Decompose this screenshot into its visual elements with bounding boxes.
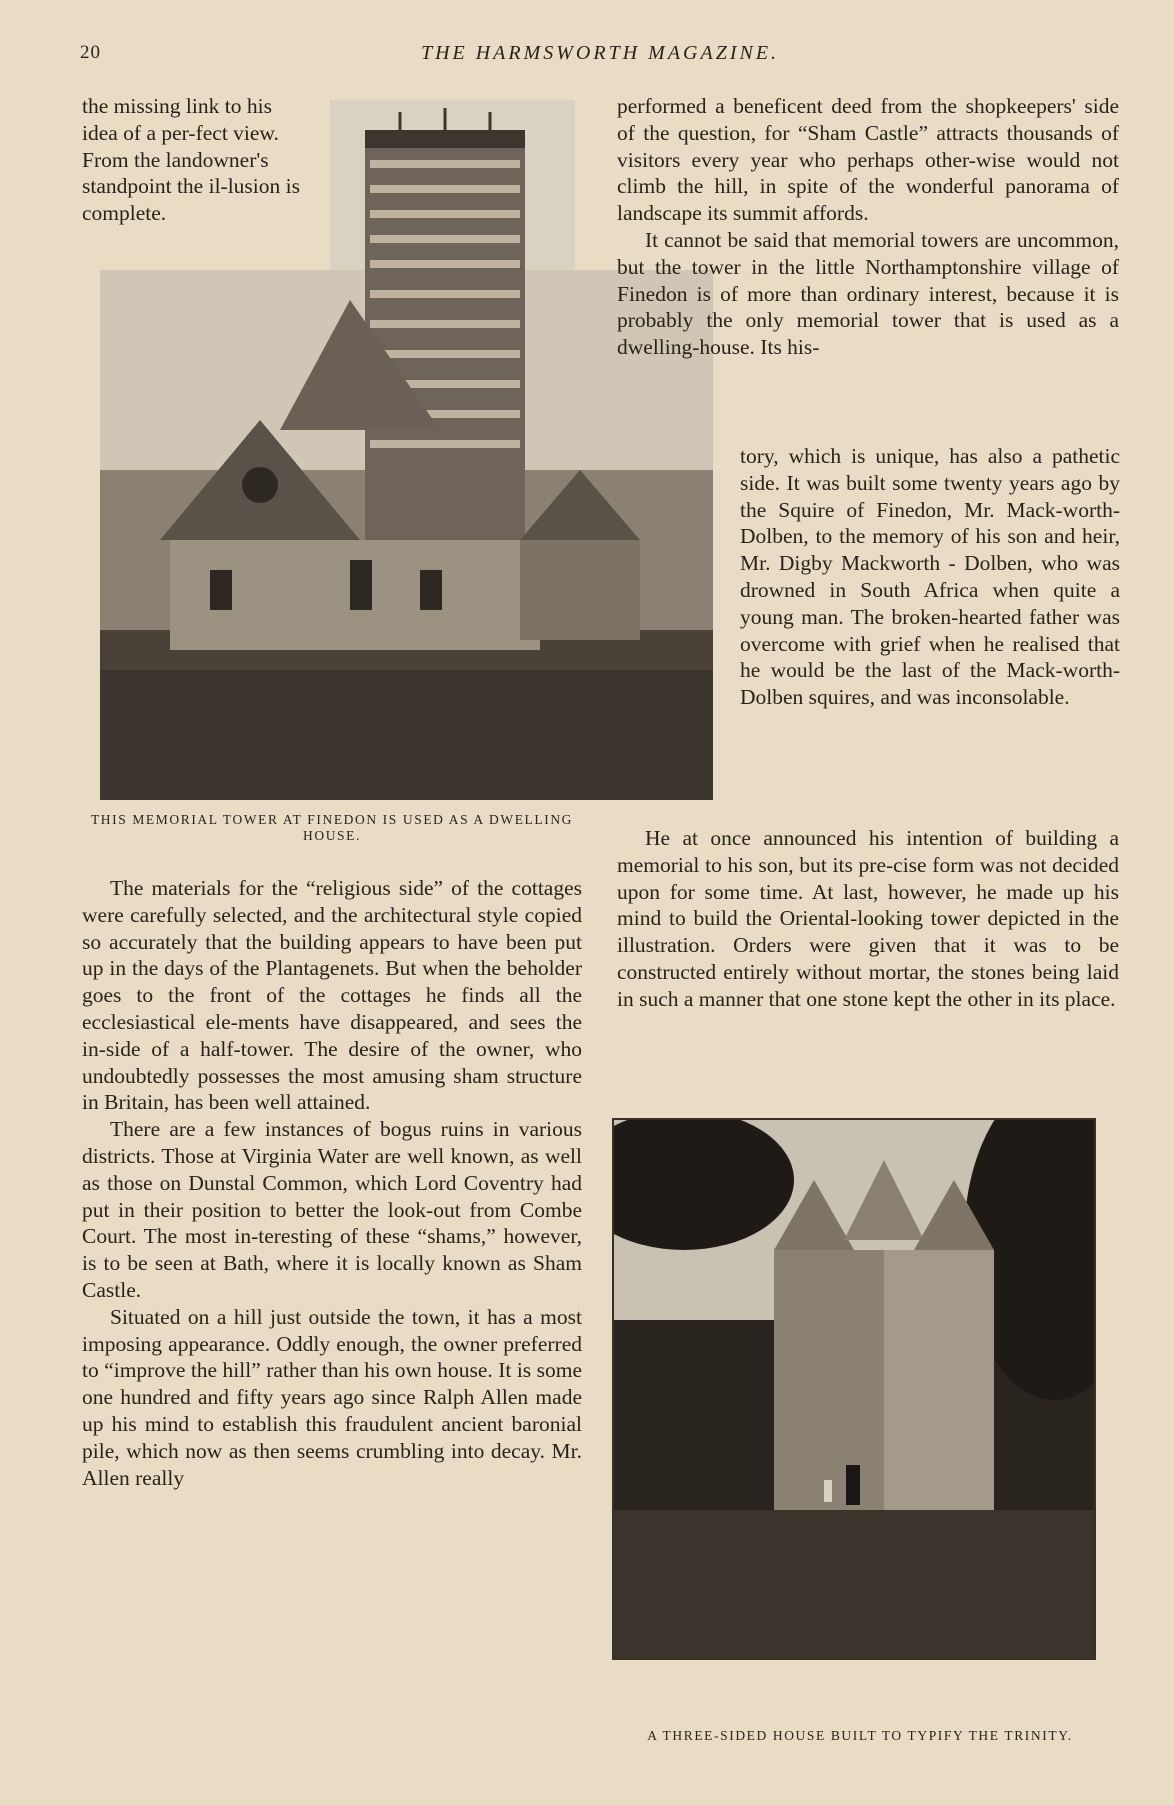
intro-paragraph: the missing link to his idea of a per-fect view. From the landowner's standpoint the il-lusion is complete.: [82, 94, 300, 226]
tower-photo-top: [330, 100, 575, 270]
page-number: 20: [80, 42, 101, 63]
right-paragraph-3: He at once announced his intention of building a memorial to his son, but its pre-cise form was not decided upon for some time. At last, however, he made up his mind to build the Oriental-looking tower depicted in the illustration. Orders were given that it was to be constructed entirely without mortar, the stones being laid in such a manner that one stone kept the other in its place.: [617, 826, 1119, 1011]
figure2-caption: A THREE-SIDED HOUSE BUILT TO TYPIFY THE TRINITY.: [647, 1728, 1073, 1743]
right-paragraph-2-cont: tory, which is unique, has also a pathetic side. It was built some twenty years ago by the Squire of Finedon, Mr. Mack-worth-Dolben, to the memory of his son and heir, Mr. Digby Mackworth - Dolben, who was drowned in South Africa when quite a young man. The broken-hearted father was overcome with grief when he realised that he would be the last of the Mack-worth-Dolben squires, and was inconsolable.: [740, 444, 1120, 710]
left-paragraph-1: The materials for the “religious side” of the cottages were carefully selected, and the architectural style copied so accurately that the building appears to have been put up in the days of the Plantagenets. But when the beholder goes to the front of the cottages he finds all the ecclesiastical ele-ments have disappeared, and sees the in-side of a half-tower. The desire of the owner, who undoubtedly possesses the most amusing sham structure in Britain, has been well attained.: [82, 876, 582, 1115]
right-column-top: [617, 93, 1119, 361]
left-paragraph-3: Situated on a hill just outside the town, it has a most imposing appearance. Oddly enough, the owner preferred to “improve the hill” rather than his own house. It is some one hundred and fifty years ago since Ralph Allen made up his mind to establish this fraudulent ancient baronial pile, which now as then seems crumbling into decay. Mr. Allen really: [82, 1304, 582, 1490]
right-column-bottom: [617, 825, 1119, 1013]
trinity-house-photo: [612, 1118, 1096, 1660]
running-title: THE HARMSWORTH MAGAZINE.: [420, 42, 780, 64]
right-paragraph-1: performed a beneficent deed from the shopkeepers' side of the question, for “Sham Castle” attracts thousands of visitors every year who perhaps other-wise would not climb the hill, in spite of the wonderful panorama of landscape its summit affords.: [617, 94, 1119, 226]
left-paragraph-2: There are a few instances of bogus ruins in various districts. Those at Virginia Water are well known, as well as those on Dunstal Common, which Lord Coventry had put in their position to better the look-out from Combe Court. The most in-teresting of these “shams,” however, is to be seen at Bath, where it is locally known as Sham Castle.: [82, 1117, 582, 1302]
page-header: [80, 42, 1120, 72]
figure1-caption: THIS MEMORIAL TOWER AT FINEDON IS USED AS A DWELLING HOUSE.: [90, 812, 574, 843]
right-column-indented: [740, 443, 1120, 711]
right-paragraph-2-start: It cannot be said that memorial towers are uncommon, but the tower in the little Northamptonshire village of Finedon is of more than ordinary interest, because it is probably the only memorial tower that is used as a dwelling-house. Its his-: [617, 227, 1119, 360]
left-column: [82, 875, 582, 1491]
